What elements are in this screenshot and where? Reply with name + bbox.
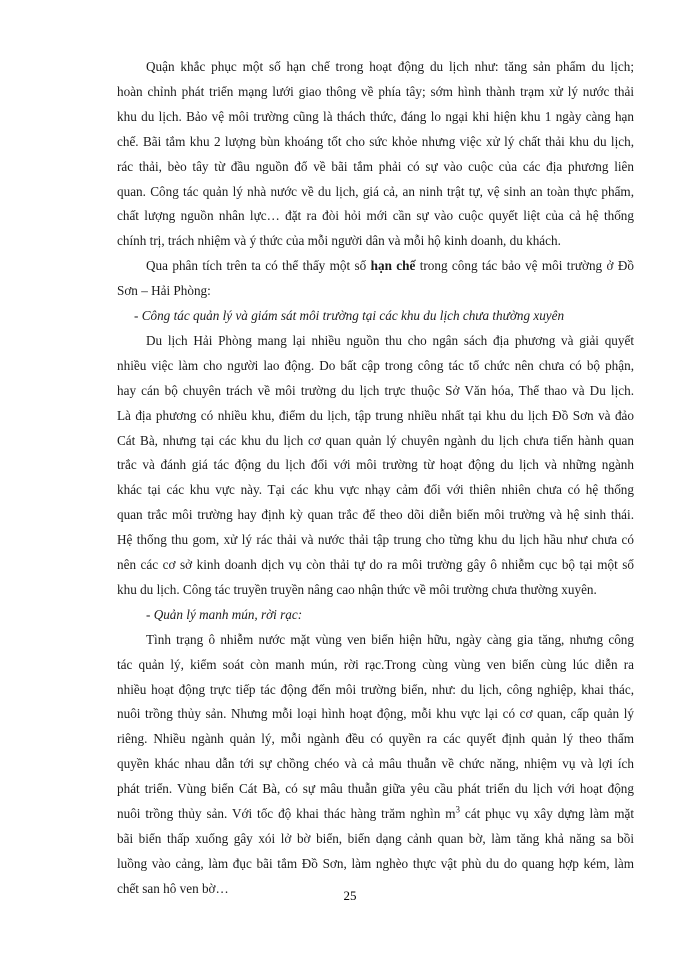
paragraph-line: Cát Bà, nhưng tại các khu du lịch cơ quan quản lý chuyên ngành du lịch chưa tiến hành quan: [117, 432, 634, 448]
paragraph-line: luồng vào cảng, làm đục bãi tắm Đồ Sơn, làm nghèo thực vật phù du do quang hợp kém, làm: [117, 855, 634, 871]
section-heading: - Quản lý manh mún, rời rạc:: [146, 606, 303, 622]
paragraph-line: quan trắc môi trường hay định kỳ quan trắc để theo dõi diễn biến môi trường và hệ sinh thái.: [117, 507, 634, 523]
paragraph-line: Là địa phương có nhiều khu, điểm du lịch, tập trung nhiều nhất tại khu du lịch Đồ Sơn và đảo: [117, 407, 634, 423]
section-heading: - Công tác quản lý và giám sát môi trường tại các khu du lịch chưa thường xuyên: [134, 308, 565, 323]
paragraph-line: chính trị, trách nhiệm và ý thức của mỗi người dân và mỗi hộ kinh doanh, du khách.: [117, 233, 561, 249]
paragraph-line: chết san hô ven bờ…: [117, 880, 229, 896]
superscript: 3: [455, 804, 460, 815]
paragraph-line: hoàn chỉnh phát triển mạng lưới giao thông về phía tây; sớm hình thành trạm xử lý nước thải: [117, 83, 634, 99]
bold-term: hạn chế: [370, 258, 416, 274]
text-run: trong công tác bảo vệ môi trường ở Đồ: [415, 258, 634, 274]
paragraph-line: Du lịch Hải Phòng mang lại nhiều nguồn thu cho ngân sách địa phương và giải quyết: [146, 332, 634, 348]
paragraph-line: khác tại các khu vực này. Tại các khu vực nhạy cảm đối với thiên nhiên chưa có hệ thống: [117, 482, 634, 498]
paragraph-line: phát triển. Vùng biển Cát Bà, có sự mâu thuẫn giữa yêu cầu phát triển du lịch với hoạt động: [117, 781, 634, 797]
paragraph-line: trắc và đánh giá tác động du lịch đối với môi trường từ hoạt động du lịch và những ngành: [117, 457, 634, 473]
paragraph-line: chế. Bãi tắm khu 2 lượng bùn khoáng tốt cho sức khỏe nhưng việc xử lý chất thải khu du lịch,: [117, 133, 634, 149]
text-run: Qua phân tích trên ta có thể thấy một số: [146, 258, 371, 274]
paragraph-line: hay cán bộ chuyên trách về môi trường du lịch trực thuộc Sở Văn hóa, Thể thao và Du lịch.: [117, 382, 634, 398]
paragraph-line: [117, 806, 634, 822]
paragraph-line: quan. Công tác quản lý nhà nước về du lịch, giá cả, an ninh trật tự, vệ sinh an toàn thực phẩm,: [117, 183, 634, 199]
paragraph-line: riêng. Nhiều ngành quản lý, mỗi ngành đều có quyền ra các quyết định quản lý theo thẩm: [117, 731, 634, 747]
paragraph-line: chất lượng nguồn nhân lực… đặt ra đòi hỏi mới cần sự vào cuộc quyết liệt của cả hệ thống: [117, 208, 634, 224]
paragraph-line: quyền khác nhau dẫn tới sự chồng chéo và cả mâu thuẫn về chức năng, nhiệm vụ và lợi ích: [117, 756, 634, 772]
paragraph-line: Quận khắc phục một số hạn chế trong hoạt động du lịch như: tăng sản phẩm du lịch;: [146, 59, 634, 74]
paragraph-line: nuôi trồng thủy sản. Nhưng mỗi loại hình hoạt động, mỗi khu vực lại có cơ quan, cấp quản lý: [117, 706, 634, 722]
paragraph-line: nhiều việc làm cho người lao động. Do bất cập trong công tác tổ chức nên chưa có bộ phận,: [117, 357, 634, 373]
paragraph-line: nên các cơ sở kinh doanh dịch vụ còn thải tự do ra môi trường gây ô nhiễm cục bộ tại một số: [117, 557, 634, 572]
paragraph-line: nhiều hoạt động trực tiếp tác động đến môi trường biển, như: du lịch, công nghiệp, khai thác,: [117, 681, 634, 697]
paragraph-line: khu du lịch. Bảo vệ môi trường cũng là thách thức, đáng lo ngại khi hiện khu 1 ngày càng hạn: [117, 108, 634, 124]
text-run: nuôi trồng thủy sản. Với tốc độ khai thác hàng trăm nghìn m: [117, 806, 456, 821]
paragraph-line: bãi biển thấp xuống gây xói lở bờ biển, biến dạng cảnh quan bờ, làm tăng khả năng sa bồi: [117, 830, 634, 846]
paragraph-line: rác thải, bèo tây từ đầu nguồn đổ về bãi tắm phải có sự vào cuộc của các địa phương liên: [117, 158, 634, 174]
text-run: cát phục vụ xây dựng làm mặt: [459, 806, 634, 821]
paragraph-line: Hệ thống thu gom, xử lý rác thải và nước thải tập trung cho từng khu du lịch hầu như chưa có: [117, 532, 634, 548]
paragraph-line: khu du lịch. Công tác truyền truyền nâng cao nhận thức về môi trường chưa thường xuyên.: [117, 581, 597, 597]
page-number: 25: [343, 888, 357, 903]
paragraph-line: Sơn – Hải Phòng:: [117, 283, 211, 299]
paragraph-line: Tình trạng ô nhiễm nước mặt vùng ven biển hiện hữu, ngày càng gia tăng, nhưng công: [146, 631, 634, 647]
paragraph-line: tác quản lý, kiểm soát còn manh mún, rời rạc.Trong cùng vùng ven biển cùng lúc diễn ra: [117, 656, 634, 672]
paragraph-line: [146, 258, 634, 274]
